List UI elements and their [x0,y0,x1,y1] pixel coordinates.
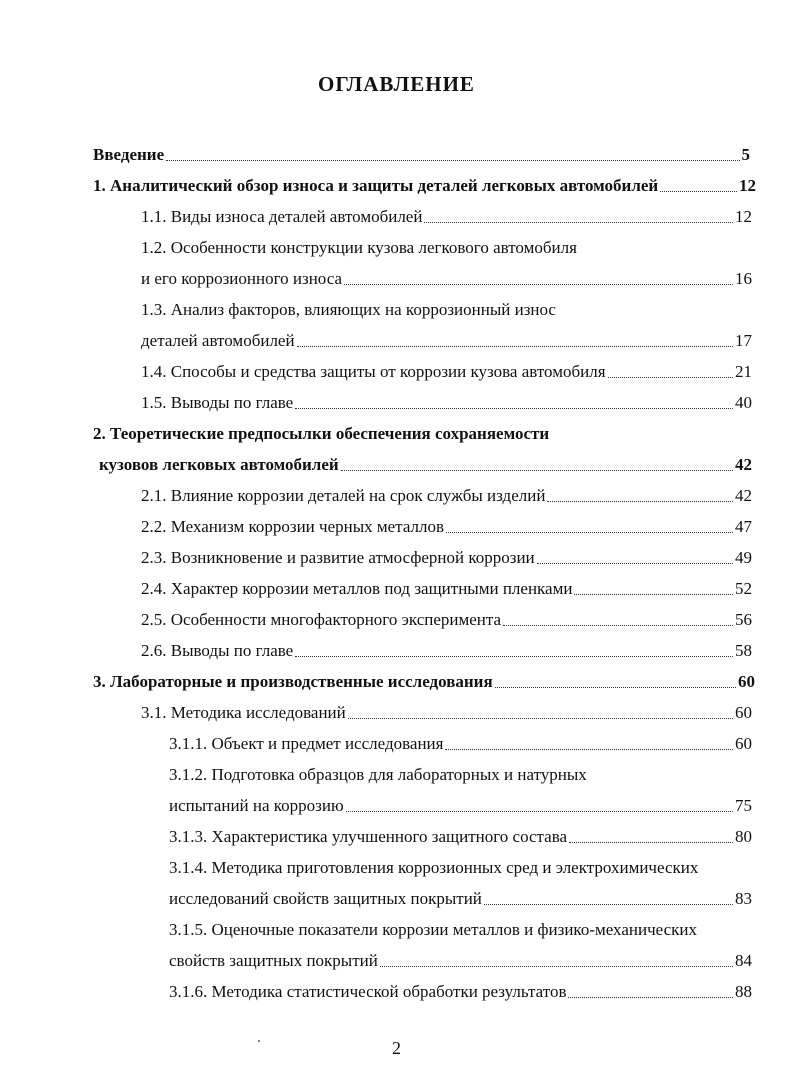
toc-entry-page: 16 [735,269,752,288]
toc-entry-page: 80 [735,827,752,846]
dot-leader [547,501,733,502]
toc-entry-title: и его коррозионного износа [141,269,343,288]
dot-leader [495,687,736,688]
toc-entry-page: 21 [735,362,752,381]
toc-entry-page: 49 [735,548,752,567]
toc-entry [141,235,752,259]
toc-entry-title: испытаний на коррозию [169,796,344,815]
toc-entry-page: 60 [735,703,752,722]
toc-entry-page: 17 [735,331,752,350]
toc-entry-title: 1. Аналитический обзор износа и защиты деталей легковых автомобилей [93,176,659,195]
toc-entry [169,979,752,1003]
toc-entry [93,142,750,166]
toc-entry-title: 3.1.3. Характеристика улучшенного защитного состава [169,827,568,846]
toc-entry-title: 1.2. Особенности конструкции кузова легкового автомобиля [141,238,577,257]
toc-entry [141,483,752,507]
dot-leader [344,284,733,285]
toc-entry-title: 3.1.2. Подготовка образцов для лабораторных и натурных [169,765,587,784]
dot-leader [424,222,733,223]
toc-entry [93,669,755,693]
toc-entry [141,700,752,724]
toc-entry [169,793,752,817]
dot-leader [346,811,733,812]
toc-entry-page: 58 [735,641,752,660]
dot-leader [295,408,733,409]
toc-entry-title: 2.3. Возникновение и развитие атмосферной коррозии [141,548,535,567]
toc-entry-page: 5 [741,145,750,164]
toc-entry-page: 84 [735,951,752,970]
toc-entry [141,514,752,538]
dot-leader [295,656,733,657]
toc-entry-title: кузовов легковых автомобилей [99,455,339,474]
toc-entry [141,328,752,352]
dot-leader [503,625,733,626]
toc-entry [141,359,752,383]
toc-entry [93,421,752,445]
toc-entry-title: исследований свойств защитных покрытий [169,889,482,908]
toc-entry-title: 3.1.1. Объект и предмет исследования [169,734,444,753]
dot-leader [446,532,733,533]
toc-entry [169,948,752,972]
toc-entry-page: 42 [735,455,752,474]
toc-entry-title: свойств защитных покрытий [169,951,378,970]
toc-entry [141,545,752,569]
toc-entry-page: 60 [735,734,752,753]
toc-entry-page: 42 [735,486,752,505]
toc-entry-title: 2.1. Влияние коррозии деталей на срок службы изделий [141,486,546,505]
toc-entry [141,297,752,321]
toc-entry-page: 56 [735,610,752,629]
toc-entry-title: Введение [93,145,165,164]
dot-leader [537,563,733,564]
dot-leader [166,160,739,161]
dot-leader [297,346,733,347]
toc-entry-title: 1.5. Выводы по главе [141,393,294,412]
toc-entry-title: деталей автомобилей [141,331,295,350]
toc-entry [169,855,758,879]
toc-entry-title: 3. Лабораторные и производственные исследования [93,672,493,691]
toc-entry-title: 1.3. Анализ факторов, влияющих на коррозионный износ [141,300,556,319]
dot-leader [341,470,733,471]
toc-entry [169,762,752,786]
toc-entry-page: 60 [738,672,755,691]
dot-leader [608,377,733,378]
toc-entry-page: 40 [735,393,752,412]
dot-leader [569,842,733,843]
toc-entry [141,576,752,600]
toc-entry [169,731,752,755]
toc-entry [169,886,752,910]
toc-entry [141,638,752,662]
toc-entry-page: 75 [735,796,752,815]
page-number: 2 [392,1038,401,1058]
toc-entry-title: 2.2. Механизм коррозии черных металлов [141,517,445,536]
dot-leader [348,718,733,719]
toc-entry-page: 12 [735,207,752,226]
toc-entry-title: 2.4. Характер коррозии металлов под защитными пленками [141,579,573,598]
toc-entry-title: 2.5. Особенности многофакторного эксперимента [141,610,502,629]
toc-entry-title: 2. Теоретические предпосылки обеспечения сохраняемости [93,424,550,443]
toc-entry-title: 1.1. Виды износа деталей автомобилей [141,207,423,226]
toc-entry [169,824,752,848]
toc-entry-title: 2.6. Выводы по главе [141,641,294,660]
toc-entry-title: 3.1.4. Методика приготовления коррозионных сред и электрохимических [169,858,699,877]
page-title: ОГЛАВЛЕНИЕ [318,72,475,96]
dot-leader [574,594,733,595]
toc-entry [141,607,752,631]
toc-entry-title: 1.4. Способы и средства защиты от коррозии кузова автомобиля [141,362,606,381]
toc-entry-page: 52 [735,579,752,598]
toc-entry [169,917,758,941]
toc-entry [141,390,752,414]
toc-entry [93,173,756,197]
toc-entry-page: 47 [735,517,752,536]
dot-leader [568,997,733,998]
toc-entry-title: 3.1.5. Оценочные показатели коррозии металлов и физико-механических [169,920,697,939]
dot-leader [380,966,733,967]
toc-entry-page: 88 [735,982,752,1001]
toc-entry [141,266,752,290]
toc-entry-title: 3.1.6. Методика статистической обработки результатов [169,982,567,1001]
toc-entry-page: 12 [739,176,756,195]
dot-leader [484,904,733,905]
toc-entry [141,204,752,228]
toc-entry-title: 3.1. Методика исследований [141,703,346,722]
toc-entry-page: 83 [735,889,752,908]
dot-leader [660,191,737,192]
toc-entry [99,452,752,476]
dot-leader [445,749,733,750]
